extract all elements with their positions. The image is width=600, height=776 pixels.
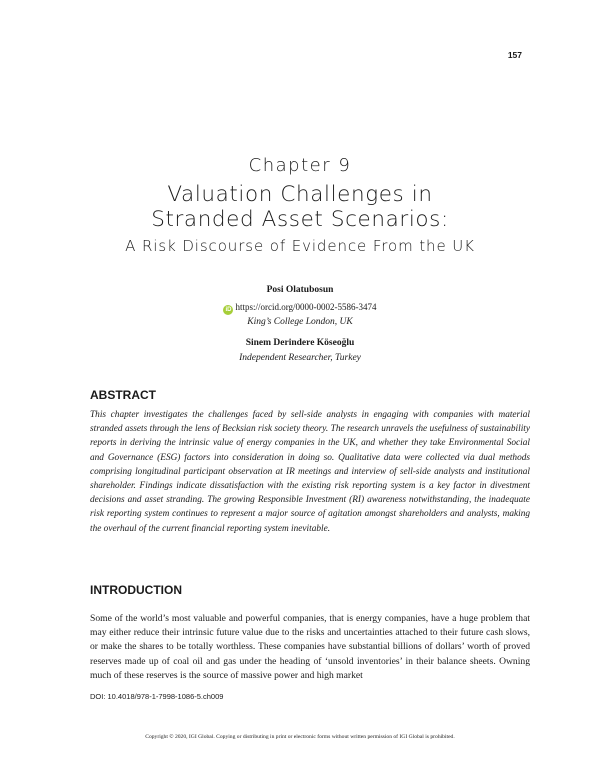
chapter-title-line-2: Stranded Asset Scenarios: bbox=[151, 207, 449, 232]
introduction-heading: INTRODUCTION bbox=[90, 583, 182, 597]
orcid-link-row[interactable] bbox=[0, 302, 600, 315]
introduction-text: Some of the world’s most valuable and powerful companies, that is energy companies, have a huge problem that may either reduce their intrinsic future value due to the risks and uncertainties attached to their future cash slows, or make the shares to be totally worthless. These companies have substantial billions of dollars’ worth of proved reserves made up of coal oil and gas under the heading of ‘unsold inventories’ in their balance sheets. Owning much of these reserves is the source of massive power and high market bbox=[90, 613, 530, 681]
doi: DOI: 10.4018/978-1-7998-1086-5.ch009 bbox=[90, 692, 224, 701]
page-number: 157 bbox=[507, 50, 522, 60]
author-name: Sinem Derindere Köseoğlu bbox=[245, 338, 355, 348]
chapter-subtitle: A Risk Discourse of Evidence From the UK bbox=[125, 237, 475, 255]
abstract-heading: ABSTRACT bbox=[90, 388, 156, 402]
orcid-link[interactable]: https://orcid.org/0000-0002-5586-3474 bbox=[235, 302, 377, 312]
author-name: Posi Olatubosun bbox=[266, 285, 334, 295]
orcid-icon: iD bbox=[225, 307, 232, 313]
chapter-label: Chapter 9 bbox=[248, 155, 352, 176]
author-affiliation: King’s College London, UK bbox=[247, 317, 353, 327]
copyright-notice: Copyright © 2020, IGI Global. Copying or distributing in print or electronic forms without written permission of IGI Global is prohibited. bbox=[145, 734, 455, 740]
abstract-text: This chapter investigates the challenges faced by sell-side analysts in engaging with companies with material stranded assets through the lens of Becksian risk society theory. The research unravels the usefulness of sustainability reports in deriving the intrinsic value of energy companies in the UK, and whether they take Environmental Social and Governance (ESG) factors into consideration in doing so. Qualitative data were collected via dual methods comprising longitudinal participant observation at IR meetings and interview of sell-side analysts and institutional shareholder. Findings indicate dissatisfaction with the existing risk reporting system is a key factor in divestment decisions and asset stranding. The growing Responsible Investment (RI) awareness notwithstanding, the inadequate risk reporting system continues to represent a major source of agitation amongst shareholders and analysts, making the overhaul of the current financial reporting system inevitable. bbox=[90, 410, 530, 534]
author-affiliation: Independent Researcher, Turkey bbox=[239, 353, 361, 363]
chapter-title-line-1: Valuation Challenges in bbox=[167, 182, 433, 207]
